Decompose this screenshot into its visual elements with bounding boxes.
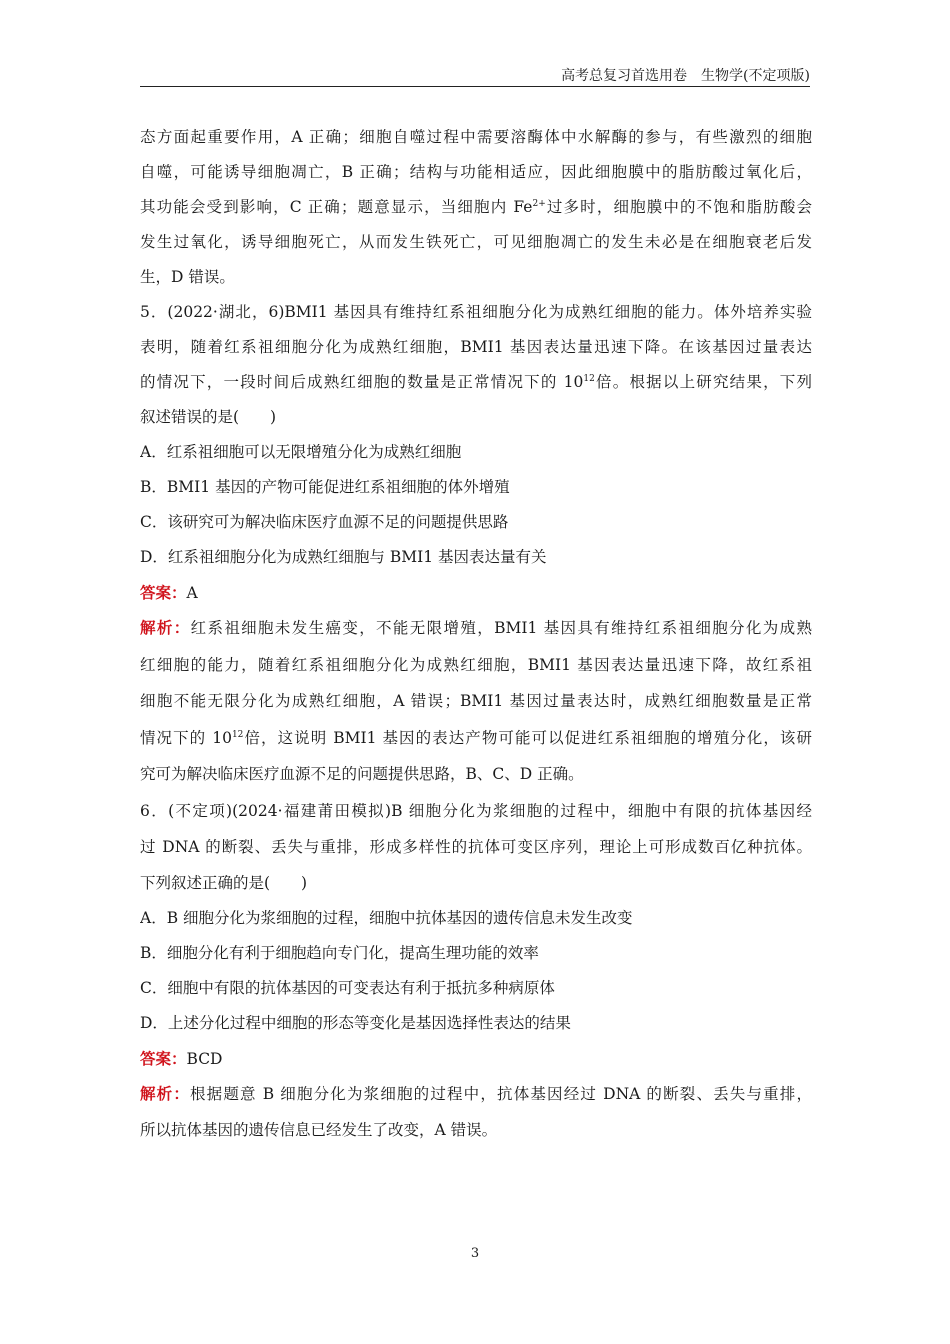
page-number: 3 [470, 1246, 480, 1261]
q6-analysis-line-2: 所以抗体基因的遗传信息已经发生了改变，A 错误。 [140, 1121, 498, 1139]
q5-stem-line-3: 的情况下，一段时间后成熟红细胞的数量是正常情况下的 $10^{12}$倍。根据以上研究结果，下列 [140, 373, 812, 391]
q6-option-b: B．细胞分化有利于细胞趋向专门化，提高生理功能的效率 [140, 943, 539, 962]
intro-line-5: 生，D 错误。 [140, 268, 235, 286]
q6-option-c: C．细胞中有限的抗体基因的可变表达有利于抵抗多种病原体 [140, 978, 555, 997]
q6-answer-label: 答案： [140, 1048, 187, 1068]
intro-line-1: 态方面起重要作用，A 正确；细胞自噬过程中需要溶酶体中水解酶的参与，有些激烈的细胞 [140, 128, 812, 146]
q6-answer: 答案：BCD [140, 1048, 223, 1068]
q5-option-b: B．BMI1 基因的产物可能促进红系祖细胞的体外增殖 [140, 478, 510, 496]
q6-option-d: D．上述分化过程中细胞的形态等变化是基因选择性表达的结果 [140, 1013, 571, 1032]
q5-analysis-line-5: 究可为解决临床医疗血源不足的问题提供思路，B、C、D 正确。 [140, 765, 584, 783]
q6-analysis-label: 解析： [140, 1083, 191, 1103]
q5-stem-line-2: 表明，随着红系祖细胞分化为成熟红细胞，BMI1 基因表达量迅速下降。在该基因过量表达 [140, 338, 812, 356]
q6-stem-line-1: 6．(不定项)(2024·福建莆田模拟)B 细胞分化为浆细胞的过程中，细胞中有限的抗体基因经 [140, 801, 812, 820]
q5-analysis-line-3: 细胞不能无限分化为成熟红细胞，A 错误；BMI1 基因过量表达时，成熟红细胞数量是正常 [140, 692, 812, 710]
q5-answer: 答案：A [140, 583, 198, 602]
intro-line-3: 其功能会受到影响，C 正确；题意显示，当细胞内 $Fe^{2+}$过多时，细胞膜中的不饱和脂肪酸会 [140, 198, 812, 216]
q6-stem-line-3: 下列叙述正确的是( ) [140, 873, 308, 892]
q5-stem-line-4: 叙述错误的是( ) [140, 408, 277, 426]
q5-answer-label: 答案： [140, 583, 187, 602]
q5-option-c: C．该研究可为解决临床医疗血源不足的问题提供思路 [140, 513, 509, 531]
q5-option-a: A．红系祖细胞可以无限增殖分化为成熟红细胞 [140, 443, 462, 461]
q6-analysis-line-1: 解析：根据题意 B 细胞分化为浆细胞的过程中，抗体基因经过 DNA 的断裂、丢失与重排， [140, 1083, 812, 1103]
q6-option-a: A．B 细胞分化为浆细胞的过程，细胞中抗体基因的遗传信息未发生改变 [140, 908, 633, 927]
q5-analysis-line-4: 情况下的 $10^{12}$倍，这说明 BMI1 基因的表达产物可能可以促进红系祖细胞的增殖分化，该研 [140, 728, 812, 747]
q5-analysis-line-1: 解析：红系祖细胞未发生癌变，不能无限增殖，BMI1 基因具有维持红系祖细胞分化为成熟 [140, 618, 812, 637]
q5-stem-line-1: 5．(2022·湖北，6)BMI1 基因具有维持红系祖细胞分化为成熟红细胞的能力。体外培养实验 [140, 303, 812, 321]
q5-option-d: D．红系祖细胞分化为成熟红细胞与 BMI1 基因表达量有关 [140, 548, 547, 566]
page-header: 高考总复习首选用卷 生物学(不定项版) [140, 66, 810, 87]
q6-stem-line-2: 过 DNA 的断裂、丢失与重排，形成多样性的抗体可变区序列，理论上可形成数百亿种抗体。 [140, 838, 812, 856]
q5-analysis-label: 解析： [140, 618, 191, 637]
intro-line-4: 发生过氧化，诱导细胞死亡，从而发生铁死亡，可见细胞凋亡的发生未必是在细胞衰老后发 [140, 233, 812, 251]
q5-analysis-line-2: 红细胞的能力，随着红系祖细胞分化为成熟红细胞，BMI1 基因表达量迅速下降，故红系祖 [140, 655, 812, 674]
intro-line-2: 自噬，可能诱导细胞凋亡，B 正确；结构与功能相适应，因此细胞膜中的脂肪酸过氧化后， [140, 163, 812, 181]
page-content [140, 120, 812, 1149]
